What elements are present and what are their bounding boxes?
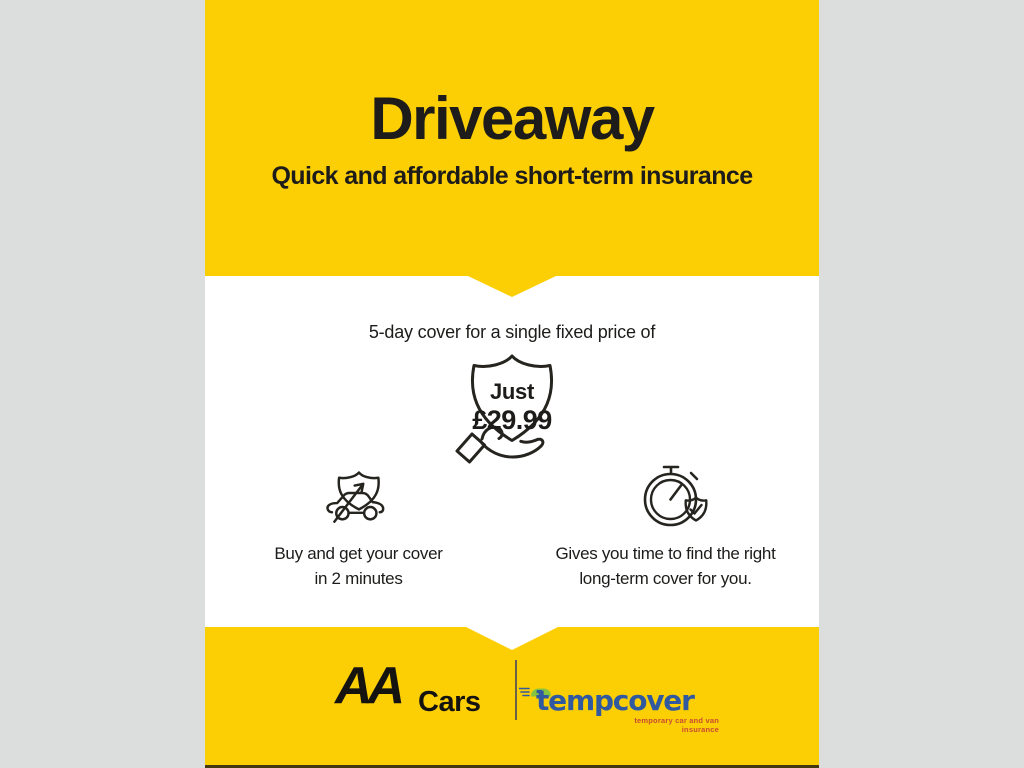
feature-time-text: [512, 541, 819, 591]
aa-logo: AA: [335, 657, 401, 715]
price-text: [432, 379, 592, 435]
aa-cars-label: Cars: [418, 686, 481, 718]
price-amount: £29.99: [472, 405, 552, 435]
tempcover-tagline: temporary car and van insurance: [634, 716, 719, 734]
feature-buy-line1: Buy and get your cover: [274, 544, 443, 563]
car-shield-arrow-icon: [323, 470, 393, 528]
panel-chevron-down: [466, 627, 558, 650]
poster-subtitle: Quick and affordable short-term insurance: [271, 162, 753, 190]
driveaway-poster: [205, 0, 819, 768]
feature-buy-line2: in 2 minutes: [314, 569, 403, 588]
tempcover-logo: tempcover: [536, 684, 694, 717]
feature-time-line1: Gives you time to find the right: [555, 544, 776, 563]
stopwatch-shield-check-icon: [634, 464, 710, 528]
feature-buy-text: [205, 541, 512, 591]
logo-divider: [515, 660, 517, 720]
poster-title: Driveaway: [370, 85, 654, 152]
price-prefix: Just: [489, 379, 535, 404]
offer-lead-text: 5-day cover for a single fixed price of: [368, 322, 656, 342]
feature-time-line2: long-term cover for you.: [579, 569, 752, 588]
